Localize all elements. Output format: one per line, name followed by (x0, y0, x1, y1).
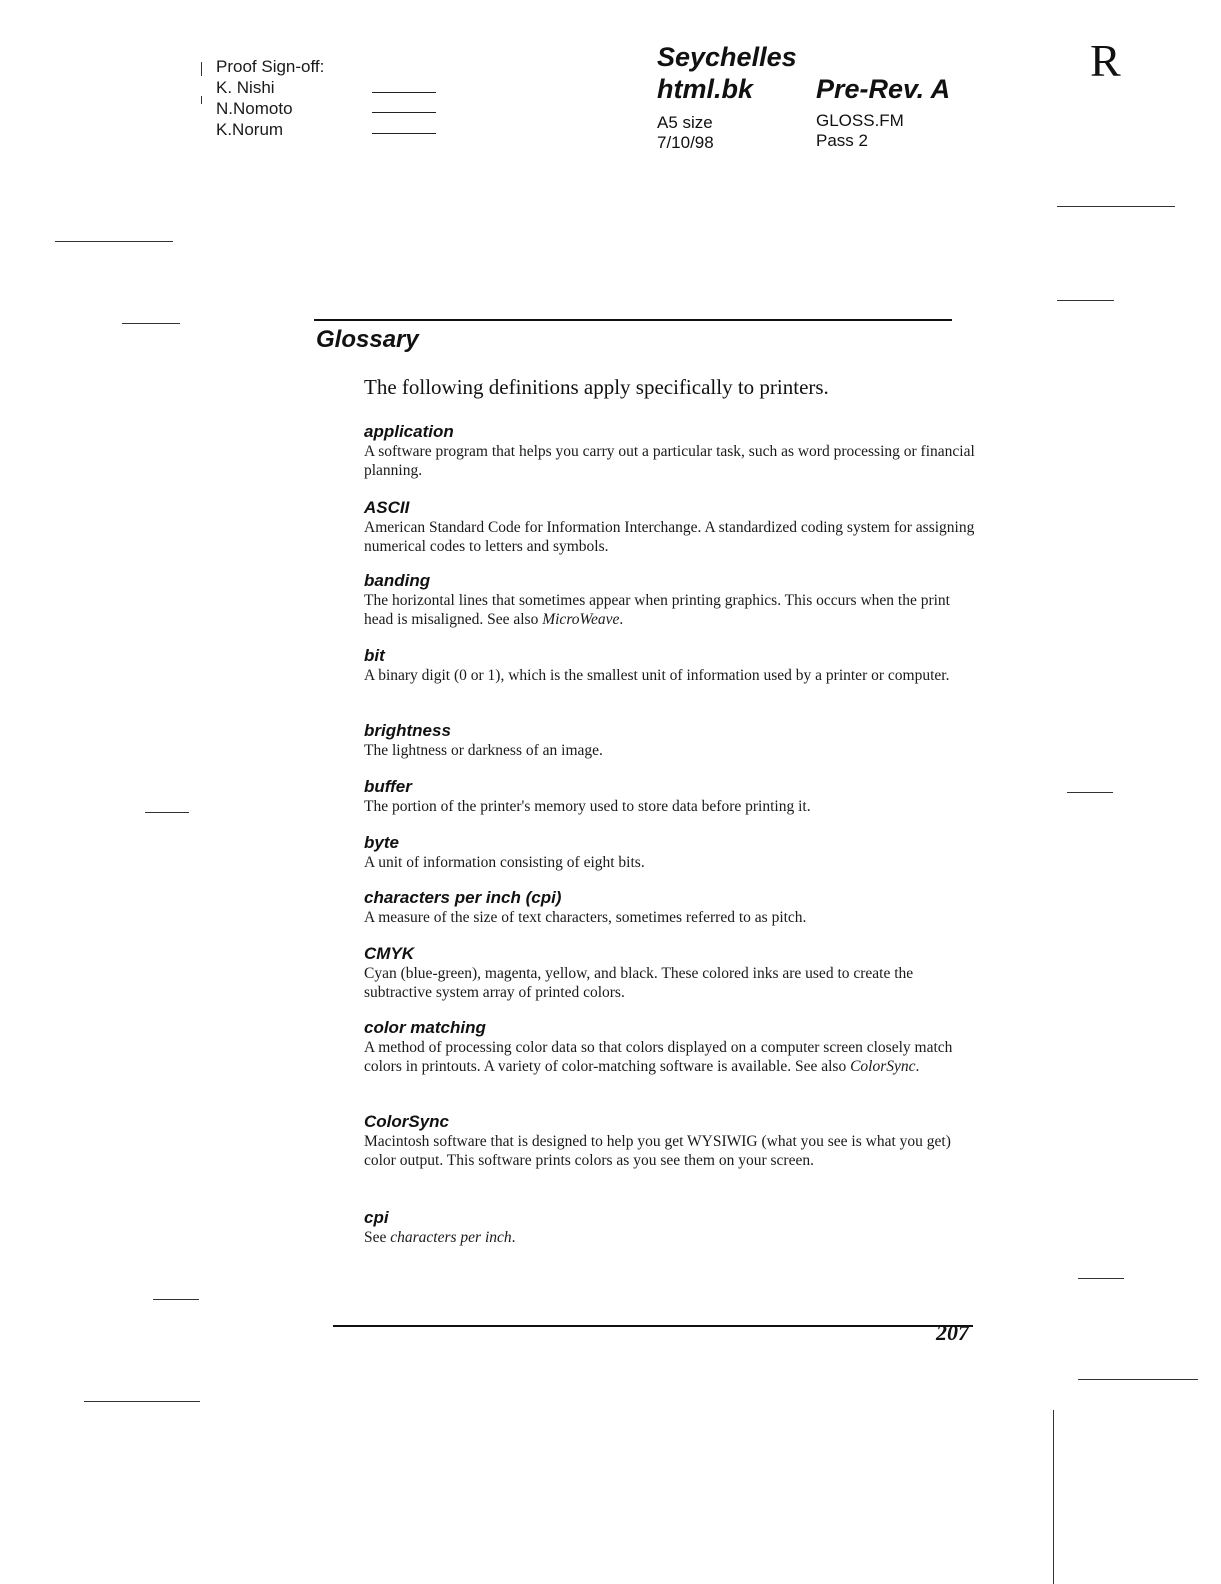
signoff-name: K. Nishi (216, 78, 275, 97)
glossary-definition: Cyan (blue-green), magenta, yellow, and black. These colored inks are used to create the subtractive system array of printed colors. (364, 965, 914, 1001)
crop-mark (1057, 206, 1175, 207)
glossary-term: brightness (364, 721, 451, 740)
glossary-definition: The portion of the printer's memory used to store data before printing it. (364, 798, 811, 815)
glossary-term: ASCII (364, 498, 410, 517)
signoff-title: Proof Sign-off: (216, 57, 325, 76)
glossary-entry (364, 498, 976, 556)
glossary-term: ColorSync (364, 1112, 450, 1131)
revision-label: Pre-Rev. A (816, 74, 951, 104)
definition-punct: . (619, 611, 624, 628)
glossary-entry (364, 1208, 516, 1247)
glossary-term: banding (364, 571, 431, 590)
glossary-definition: American Standard Code for Information Interchange. A standardized coding system for assigning numerical codes to letters and symbols. (364, 519, 975, 555)
intro-text: The following definitions apply specifically to printers. (364, 375, 829, 399)
cross-reference: ColorSync (850, 1058, 916, 1075)
title-rule (314, 319, 952, 321)
glossary-definition (364, 1038, 976, 1076)
corner-mark: R (1090, 35, 1121, 86)
glossary-entry (364, 571, 976, 629)
crop-mark (1078, 1278, 1124, 1279)
glossary-entry (364, 1112, 976, 1170)
definition-punct: . (915, 1058, 920, 1075)
cross-reference: characters per inch (390, 1229, 512, 1246)
file-name: GLOSS.FM (816, 111, 904, 130)
crop-mark (1057, 300, 1114, 301)
page-size: A5 size (657, 113, 713, 132)
glossary-term: bit (364, 646, 385, 665)
margin-tick (201, 62, 202, 76)
glossary-term: characters per inch (cpi) (364, 888, 562, 907)
glossary-term: application (364, 422, 454, 441)
glossary-definition: A software program that helps you carry out a particular task, such as word processing or financial planning. (364, 443, 975, 479)
crop-mark (1067, 792, 1113, 793)
glossary-definition (364, 591, 976, 629)
crop-mark (145, 812, 189, 813)
glossary-entry (364, 777, 811, 816)
glossary-entry (364, 888, 806, 927)
crop-mark (55, 241, 173, 242)
signoff-line (372, 92, 436, 93)
glossary-definition: A measure of the size of text characters, sometimes referred to as pitch. (364, 909, 807, 926)
margin-tick (201, 96, 202, 104)
definition-text: A method of processing color data so that colors displayed on a computer screen closely match colors in printouts. A variety of color-matching software is available. See also (364, 1039, 953, 1075)
glossary-term: byte (364, 833, 399, 852)
glossary-definition: Macintosh software that is designed to help you get WYSIWIG (what you see is what you get) color output. This software prints colors as you see them on your screen. (364, 1133, 951, 1169)
signoff-line (372, 112, 436, 113)
glossary-definition: A unit of information consisting of eight bits. (364, 854, 645, 871)
crop-mark (84, 1401, 200, 1402)
glossary-term: buffer (364, 777, 412, 796)
glossary-entry (364, 422, 976, 480)
signoff-line (372, 133, 436, 134)
glossary-term: cpi (364, 1208, 389, 1227)
glossary-term: color matching (364, 1018, 486, 1037)
glossary-entry (364, 646, 949, 685)
crop-mark (1053, 1410, 1054, 1584)
signoff-name: K.Norum (216, 120, 284, 139)
definition-punct: . (511, 1229, 516, 1246)
glossary-entry (364, 1018, 976, 1076)
pass-number: Pass 2 (816, 131, 868, 150)
cross-reference: MicroWeave (542, 611, 620, 628)
project-name: Seychelles (657, 42, 797, 72)
glossary-definition (364, 1228, 516, 1247)
crop-mark (122, 323, 180, 324)
definition-text: The horizontal lines that sometimes appear when printing graphics. This occurs when the print head is misaligned. See also (364, 592, 950, 628)
glossary-definition: A binary digit (0 or 1), which is the smallest unit of information used by a printer or computer. (364, 667, 950, 684)
signoff-name: N.Nomoto (216, 99, 293, 118)
book-name: html.bk (657, 74, 754, 104)
crop-mark (1078, 1379, 1198, 1380)
page-number: 207 (936, 1320, 969, 1345)
glossary-entry (364, 721, 603, 760)
crop-mark (153, 1299, 199, 1300)
page-title: Glossary (316, 326, 419, 353)
glossary-entry (364, 833, 645, 872)
glossary-entry (364, 944, 976, 1002)
proof-signoff (216, 56, 324, 140)
definition-text: See (364, 1229, 387, 1246)
glossary-definition: The lightness or darkness of an image. (364, 742, 603, 759)
glossary-term: CMYK (364, 944, 415, 963)
footer-rule (333, 1325, 973, 1327)
proof-date: 7/10/98 (657, 133, 714, 152)
